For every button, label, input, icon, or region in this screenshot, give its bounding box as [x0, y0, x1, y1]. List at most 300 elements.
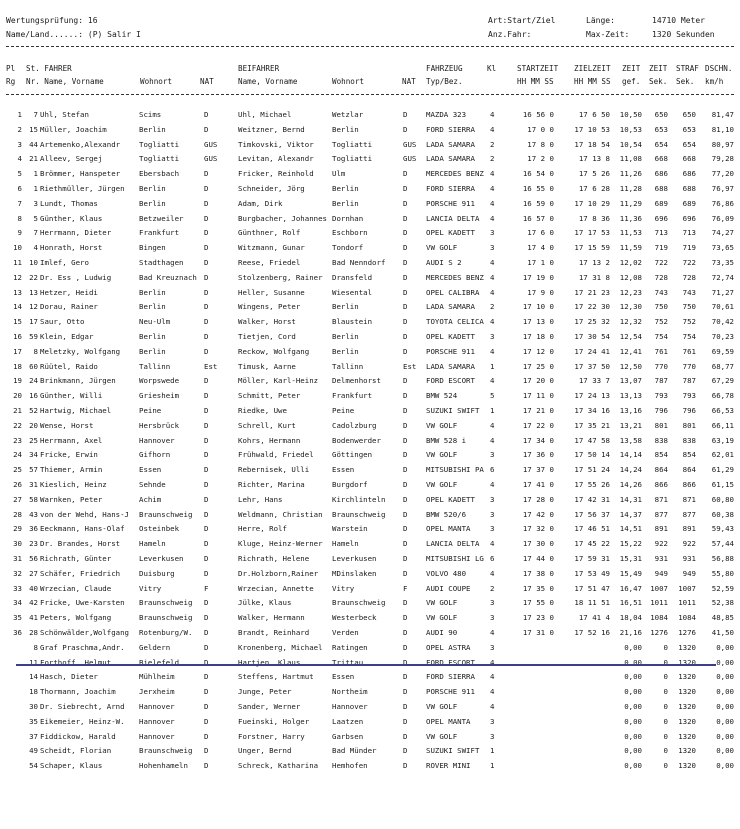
cell-start-number: 23: [29, 539, 38, 549]
cell-driver-name: Herrmann, Axel: [40, 435, 103, 445]
cell-codriver-name: Weldmann, Christian: [238, 509, 323, 519]
cell-codriver-name: Brandt, Reinhard: [238, 628, 310, 637]
cell-class: 4: [490, 687, 495, 697]
cell-time-seconds: 752: [654, 317, 668, 327]
cell-finish-time: 17 53 49: [574, 568, 610, 578]
cell-driver-name: Imlef, Gero: [40, 258, 89, 267]
cell-average-speed: 60,38: [711, 509, 734, 519]
cell-driver-nat: D: [204, 213, 209, 223]
col-head-row1-9: STRAF: [676, 64, 699, 73]
cell-vehicle: VW GOLF: [426, 243, 458, 253]
col-head-row1-2: BEIFAHRER: [238, 64, 280, 73]
cell-time-seconds: 922: [654, 539, 668, 549]
cell-rank: 32: [13, 568, 22, 578]
cell-codriver-nat: D: [403, 716, 408, 726]
cell-driver-nat: GUS: [204, 139, 218, 149]
cell-finish-time: 17 47 58: [574, 435, 610, 445]
cell-codriver-nat: D: [403, 657, 408, 667]
cell-time: 13,16: [619, 406, 642, 415]
cell-driver-name: Fiddickow, Harald: [40, 731, 116, 741]
cell-vehicle: LADA SAMARA: [426, 302, 475, 312]
cell-start-number: 35: [29, 716, 38, 726]
cell-vehicle: BMW 520/6: [426, 509, 467, 519]
cell-driver-nat: D: [204, 716, 209, 726]
cell-driver-name: Peters, Wolfgang: [40, 613, 112, 623]
cell-codriver-name: Kohrs, Hermann: [238, 435, 301, 445]
cell-rank: 5: [17, 169, 22, 179]
cell-average-speed: 68,77: [711, 361, 734, 371]
cell-rank: 7: [17, 198, 22, 208]
cell-driver-name: Riethmüller, Jürgen: [40, 184, 125, 193]
cell-start-number: 43: [29, 509, 38, 519]
cell-rank: 24: [13, 450, 22, 460]
cell-penalty-seconds: 838: [682, 435, 696, 445]
cell-codriver-nat: D: [403, 332, 408, 341]
cell-vehicle: SUZUKI SWIFT: [426, 746, 480, 756]
cell-start-number: 52: [29, 406, 38, 415]
cell-time: 12,54: [619, 332, 642, 341]
cell-vehicle: AUDI S 2: [426, 258, 462, 267]
col-head-row2-8: HH MM SS: [517, 77, 554, 86]
cell-driver-nat: D: [204, 731, 209, 741]
cell-start-number: 12: [29, 302, 38, 312]
cell-vehicle: LADA SAMARA: [426, 139, 475, 149]
cell-codriver-name: Junge, Peter: [238, 687, 292, 697]
cell-rank: 29: [13, 524, 22, 534]
cell-driver-town: Mühlheim: [139, 672, 175, 682]
cell-rank: 10: [13, 243, 22, 253]
cell-rank: 33: [13, 583, 22, 593]
cell-start-number: 56: [29, 554, 38, 563]
cell-driver-nat: D: [204, 657, 209, 667]
cell-finish-time: 17 41 4: [578, 613, 610, 623]
cell-start-time: 17 23 0: [522, 613, 554, 623]
cell-driver-town: Achim: [139, 494, 162, 504]
cell-codriver-town: Blaustein: [332, 317, 373, 327]
cell-finish-time: 17 15 59: [574, 243, 610, 253]
cell-codriver-name: Herre, Rolf: [238, 524, 287, 534]
cell-time: 0,00: [624, 657, 642, 667]
cell-start-number: 11: [29, 657, 38, 667]
cell-start-number: 10: [29, 258, 38, 267]
cell-class: 3: [490, 524, 495, 534]
cell-driver-nat: D: [204, 687, 209, 697]
col-head-row2-5: Wohnort: [332, 77, 365, 86]
cell-codriver-nat: D: [403, 554, 408, 563]
col-head-row2-13: km/h: [705, 77, 724, 86]
cell-average-speed: 67,29: [711, 376, 734, 386]
cell-average-speed: 61,29: [711, 465, 734, 475]
cell-class: 4: [490, 568, 495, 578]
cell-driver-town: Griesheim: [139, 391, 180, 401]
cell-class: 4: [490, 198, 495, 208]
cell-finish-time: 17 24 13: [574, 391, 610, 401]
cell-driver-town: Sehnde: [139, 480, 166, 489]
cell-driver-nat: D: [204, 568, 209, 578]
cell-class: 3: [490, 613, 495, 623]
cell-start-time: 17 8 0: [527, 139, 554, 149]
cell-class: 4: [490, 213, 495, 223]
cell-driver-name: Brinkmann, Jürgen: [40, 376, 116, 386]
cell-start-time: 17 0 0: [527, 124, 554, 134]
cell-start-number: 14: [29, 672, 38, 682]
cell-codriver-nat: D: [403, 761, 408, 771]
cell-vehicle: ROVER MINI: [426, 761, 471, 771]
cell-rank: 17: [13, 346, 22, 356]
cell-rank: 19: [13, 376, 22, 386]
cell-time: 11,26: [619, 169, 642, 179]
cell-time: 15,31: [619, 554, 642, 563]
cell-time: 0,00: [624, 746, 642, 756]
cell-average-speed: 0,00: [716, 746, 734, 756]
cell-time: 0,00: [624, 642, 642, 652]
cell-codriver-nat: D: [403, 524, 408, 534]
cell-driver-name: Scheidt, Florian: [40, 746, 112, 756]
cell-driver-town: Bad Kreuznach: [139, 272, 197, 282]
cell-time: 14,14: [619, 450, 642, 460]
cell-class: 1: [490, 361, 495, 371]
cell-driver-nat: D: [204, 761, 209, 771]
cell-time: 0,00: [624, 731, 642, 741]
cell-average-speed: 52,38: [711, 598, 734, 608]
cell-time-seconds: 864: [654, 465, 668, 475]
cell-time-seconds: 0: [663, 716, 668, 726]
cell-rank: 6: [17, 184, 22, 193]
cell-class: 4: [490, 657, 495, 667]
cell-codriver-town: Cadolzburg: [332, 420, 377, 430]
laenge-value: 14710 Meter: [652, 16, 705, 25]
cell-codriver-nat: D: [403, 110, 408, 119]
col-head-row1-1: St. FAHRER: [26, 64, 72, 73]
cell-class: 2: [490, 154, 495, 164]
cell-codriver-town: Togliatti: [332, 139, 373, 149]
cell-finish-time: 17 31 8: [578, 272, 610, 282]
cell-class: 2: [490, 139, 495, 149]
cell-start-time: 17 37 0: [522, 465, 554, 475]
cell-finish-time: 17 8 36: [578, 213, 610, 223]
cell-start-number: 18: [29, 687, 38, 697]
cell-codriver-name: Rebernisek, Ulli: [238, 465, 310, 475]
cell-driver-name: Dr. Siebrecht, Arnd: [40, 702, 125, 711]
cell-driver-name: Forthoff, Helmut: [40, 657, 112, 667]
cell-start-time: 17 19 0: [522, 272, 554, 282]
cell-vehicle: FORD ESCORT: [426, 657, 475, 667]
cell-codriver-nat: D: [403, 420, 408, 430]
cell-time: 0,00: [624, 672, 642, 682]
cell-codriver-nat: D: [403, 346, 408, 356]
cell-class: 3: [490, 731, 495, 741]
cell-codriver-town: Essen: [332, 465, 355, 475]
cell-finish-time: 17 22 30: [574, 302, 610, 312]
cell-time: 13,21: [619, 420, 642, 430]
cell-time: 11,53: [619, 228, 642, 238]
cell-time: 14,31: [619, 494, 642, 504]
cell-finish-time: 17 45 22: [574, 539, 610, 549]
cell-finish-time: 17 35 21: [574, 420, 610, 430]
col-head-row2-11: Sek.: [649, 77, 668, 86]
cell-codriver-town: Göttingen: [332, 450, 373, 460]
cell-finish-time: 17 6 28: [578, 184, 610, 193]
cell-rank: 31: [13, 554, 22, 563]
cell-start-time: 17 6 0: [527, 228, 554, 238]
cell-class: 3: [490, 332, 495, 341]
cell-codriver-name: Tietjen, Cord: [238, 332, 296, 341]
cell-finish-time: 17 52 16: [574, 628, 610, 637]
cell-driver-nat: D: [204, 494, 209, 504]
cell-start-number: 54: [29, 761, 38, 771]
cell-codriver-nat: D: [403, 731, 408, 741]
cell-average-speed: 66,78: [711, 391, 734, 401]
cell-driver-town: Togliatti: [139, 154, 180, 164]
cell-driver-town: Berlin: [139, 346, 166, 356]
cell-class: 4: [490, 376, 495, 386]
cell-driver-name: Müller, Joachim: [40, 124, 107, 134]
cell-penalty-seconds: 949: [682, 568, 696, 578]
cell-start-number: 3: [33, 198, 38, 208]
cell-vehicle: OPEL MANTA: [426, 524, 471, 534]
cell-finish-time: 17 50 14: [574, 450, 610, 460]
cell-time: 12,30: [619, 302, 642, 312]
cell-class: 4: [490, 184, 495, 193]
cell-driver-name: Günther, Willi: [40, 391, 103, 401]
cell-start-number: 13: [29, 287, 38, 297]
cell-driver-name: Eikemeier, Heinz-W.: [40, 716, 125, 726]
cell-start-number: 49: [29, 746, 38, 756]
cell-average-speed: 0,00: [716, 716, 734, 726]
cell-driver-town: Hannover: [139, 716, 175, 726]
cell-start-time: 17 35 0: [522, 583, 554, 593]
cell-codriver-nat: D: [403, 287, 408, 297]
cell-penalty-seconds: 650: [682, 110, 696, 119]
cell-penalty-seconds: 770: [682, 361, 696, 371]
cell-time: 11,59: [619, 243, 642, 253]
cell-codriver-nat: D: [403, 702, 408, 711]
cell-driver-nat: D: [204, 346, 209, 356]
cell-class: 4: [490, 124, 495, 134]
cell-average-speed: 41,50: [711, 628, 734, 637]
cell-codriver-town: Frankfurt: [332, 391, 373, 401]
cell-driver-name: Hetzer, Heidi: [40, 287, 98, 297]
cell-finish-time: 17 24 41: [574, 346, 610, 356]
cell-average-speed: 79,28: [711, 154, 734, 164]
cell-penalty-seconds: 1007: [678, 583, 696, 593]
cell-average-speed: 56,88: [711, 554, 734, 563]
cell-time-seconds: 931: [654, 554, 668, 563]
cell-vehicle: OPEL CALIBRA: [426, 287, 480, 297]
cell-codriver-nat: D: [403, 539, 408, 549]
cell-driver-name: Schäfer, Friedrich: [40, 568, 121, 578]
col-head-row2-2: Wohnort: [140, 77, 173, 86]
cell-time: 21,16: [619, 628, 642, 637]
cell-start-time: 17 55 0: [522, 598, 554, 608]
cell-driver-name: Graf Praschma,Andr.: [40, 642, 125, 652]
cell-codriver-nat: GUS: [403, 154, 417, 164]
cell-class: 4: [490, 258, 495, 267]
cell-time-seconds: 854: [654, 450, 668, 460]
cell-time: 18,04: [619, 613, 642, 623]
cell-driver-name: Meletzky, Wolfgang: [40, 346, 121, 356]
cell-codriver-town: Berlin: [332, 198, 359, 208]
cell-driver-name: Dr. Brandes, Horst: [40, 539, 121, 549]
cell-time: 0,00: [624, 716, 642, 726]
cell-codriver-name: Möller, Karl-Heinz: [238, 376, 319, 386]
classified-cutoff-line: [16, 664, 716, 666]
cell-codriver-name: Sander, Werner: [238, 702, 301, 711]
cell-rank: 1: [17, 110, 22, 119]
cell-codriver-nat: D: [403, 272, 408, 282]
cell-rank: 18: [13, 361, 22, 371]
cell-vehicle: MERCEDES BENZ: [426, 169, 484, 179]
cell-time: 12,08: [619, 272, 642, 282]
cell-class: 4: [490, 480, 495, 489]
cell-start-number: 5: [33, 213, 38, 223]
col-head-row1-5: STARTZEIT: [517, 64, 559, 73]
cell-codriver-town: Hannover: [332, 702, 368, 711]
cell-codriver-name: Günthner, Rolf: [238, 228, 301, 238]
cell-time-seconds: 838: [654, 435, 668, 445]
cell-start-number: 15: [29, 124, 38, 134]
cell-rank: 30: [13, 539, 22, 549]
cell-codriver-name: Kluge, Heinz-Werner: [238, 539, 323, 549]
cell-finish-time: 17 33 7: [578, 376, 610, 386]
cell-time-seconds: 0: [663, 657, 668, 667]
cell-time-seconds: 801: [654, 420, 668, 430]
cell-codriver-town: Togliatti: [332, 154, 373, 164]
cell-vehicle: AUDI 90: [426, 628, 458, 637]
cell-rank: 15: [13, 317, 22, 327]
cell-codriver-nat: D: [403, 509, 408, 519]
cell-driver-town: Berlin: [139, 124, 166, 134]
cell-driver-name: Wrzecian, Claude: [40, 583, 112, 593]
cell-class: 4: [490, 287, 495, 297]
cell-driver-town: Hameln: [139, 539, 166, 549]
cell-average-speed: 77,20: [711, 169, 734, 179]
cell-codriver-nat: D: [403, 628, 408, 637]
cell-codriver-nat: D: [403, 258, 408, 267]
cell-driver-nat: D: [204, 509, 209, 519]
cell-time-seconds: 653: [654, 124, 668, 134]
cell-average-speed: 60,80: [711, 494, 734, 504]
cell-time-seconds: 0: [663, 746, 668, 756]
cell-average-speed: 69,59: [711, 346, 734, 356]
cell-penalty-seconds: 877: [682, 509, 696, 519]
cell-codriver-town: Bodenwerder: [332, 435, 381, 445]
cell-vehicle: VW GOLF: [426, 450, 458, 460]
cell-time: 11,28: [619, 184, 642, 193]
cell-codriver-town: Berlin: [332, 124, 359, 134]
cell-driver-town: Vitry: [139, 583, 162, 593]
cell-average-speed: 0,00: [716, 761, 734, 771]
cell-driver-nat: D: [204, 702, 209, 711]
cell-rank: 14: [13, 302, 22, 312]
cell-time-seconds: 871: [654, 494, 668, 504]
cell-driver-town: Rotenburg/W.: [139, 628, 193, 637]
cell-codriver-town: Garbsen: [332, 731, 364, 741]
cell-vehicle: FORD SIERRA: [426, 184, 475, 193]
cell-time-seconds: 949: [654, 568, 668, 578]
cell-finish-time: 17 51 24: [574, 465, 610, 475]
cell-penalty-seconds: 750: [682, 302, 696, 312]
cell-driver-nat: D: [204, 480, 209, 489]
cell-finish-time: 17 21 23: [574, 287, 610, 297]
cell-average-speed: 80,97: [711, 139, 734, 149]
cell-start-time: 17 42 0: [522, 509, 554, 519]
cell-driver-town: Berlin: [139, 332, 166, 341]
max-zeit-value: 1320 Sekunden: [652, 30, 715, 39]
cell-penalty-seconds: 713: [682, 228, 696, 238]
cell-codriver-name: Schneider, Jörg: [238, 184, 305, 193]
cell-driver-name: Warnken, Peter: [40, 494, 103, 504]
cell-codriver-nat: D: [403, 450, 408, 460]
cell-codriver-town: Berlin: [332, 346, 359, 356]
cell-start-number: 27: [29, 568, 38, 578]
cell-driver-town: Berlin: [139, 184, 166, 193]
cell-rank: 12: [13, 272, 22, 282]
anz-fahr-label: Anz.Fahr:: [488, 30, 532, 39]
cell-class: 4: [490, 420, 495, 430]
cell-time-seconds: 1011: [650, 598, 668, 608]
cell-class: 4: [490, 317, 495, 327]
cell-time-seconds: 1007: [650, 583, 668, 593]
cell-vehicle: OPEL KADETT: [426, 494, 475, 504]
cell-time: 12,32: [619, 317, 642, 327]
cell-class: 3: [490, 450, 495, 460]
col-head-row2-4: Name, Vorname: [238, 77, 298, 86]
cell-time-seconds: 793: [654, 391, 668, 401]
cell-average-speed: 0,00: [716, 657, 734, 667]
cell-finish-time: 17 55 26: [574, 480, 610, 489]
cell-average-speed: 48,85: [711, 613, 734, 623]
cell-driver-name: von der Wehd, Hans-J: [40, 509, 129, 519]
cell-penalty-seconds: 891: [682, 524, 696, 534]
cell-start-number: 30: [29, 702, 38, 711]
cell-penalty-seconds: 668: [682, 154, 696, 164]
cell-codriver-name: Timusk, Aarne: [238, 361, 296, 371]
cell-penalty-seconds: 866: [682, 480, 696, 489]
cell-vehicle: PORSCHE 911: [426, 346, 475, 356]
cell-codriver-name: Kronenberg, Michael: [238, 642, 323, 652]
cell-start-number: 1: [33, 169, 38, 179]
cell-penalty-seconds: 1320: [678, 746, 696, 756]
cell-driver-town: Berlin: [139, 198, 166, 208]
cell-vehicle: VW GOLF: [426, 613, 458, 623]
cell-codriver-town: Warstein: [332, 524, 368, 534]
cell-driver-nat: D: [204, 420, 209, 430]
cell-codriver-name: Steffens, Hartmut: [238, 672, 314, 682]
cell-average-speed: 66,11: [711, 420, 734, 430]
cell-start-number: 58: [29, 494, 38, 504]
cell-vehicle: SUZUKI SWIFT: [426, 406, 480, 415]
cell-vehicle: OPEL MANTA: [426, 716, 471, 726]
cell-codriver-town: Trittau: [332, 657, 364, 667]
cell-codriver-nat: D: [403, 465, 408, 475]
cell-start-time: 17 13 0: [522, 317, 554, 327]
cell-start-number: 21: [29, 154, 38, 164]
cell-class: 5: [490, 391, 495, 401]
cell-average-speed: 59,43: [711, 524, 734, 534]
cell-time: 14,37: [619, 509, 642, 519]
cell-penalty-seconds: 793: [682, 391, 696, 401]
cell-start-time: 17 36 0: [522, 450, 554, 460]
cell-driver-nat: D: [204, 198, 209, 208]
col-head-row2-12: Sek.: [676, 77, 695, 86]
cell-codriver-name: Unger, Bernd: [238, 746, 292, 756]
cell-codriver-name: Reckow, Wolfgang: [238, 346, 310, 356]
cell-driver-town: Ebersbach: [139, 169, 180, 179]
laenge-label: Länge:: [586, 16, 615, 25]
cell-start-time: 17 44 0: [522, 554, 554, 563]
cell-codriver-town: Leverkusen: [332, 554, 377, 563]
